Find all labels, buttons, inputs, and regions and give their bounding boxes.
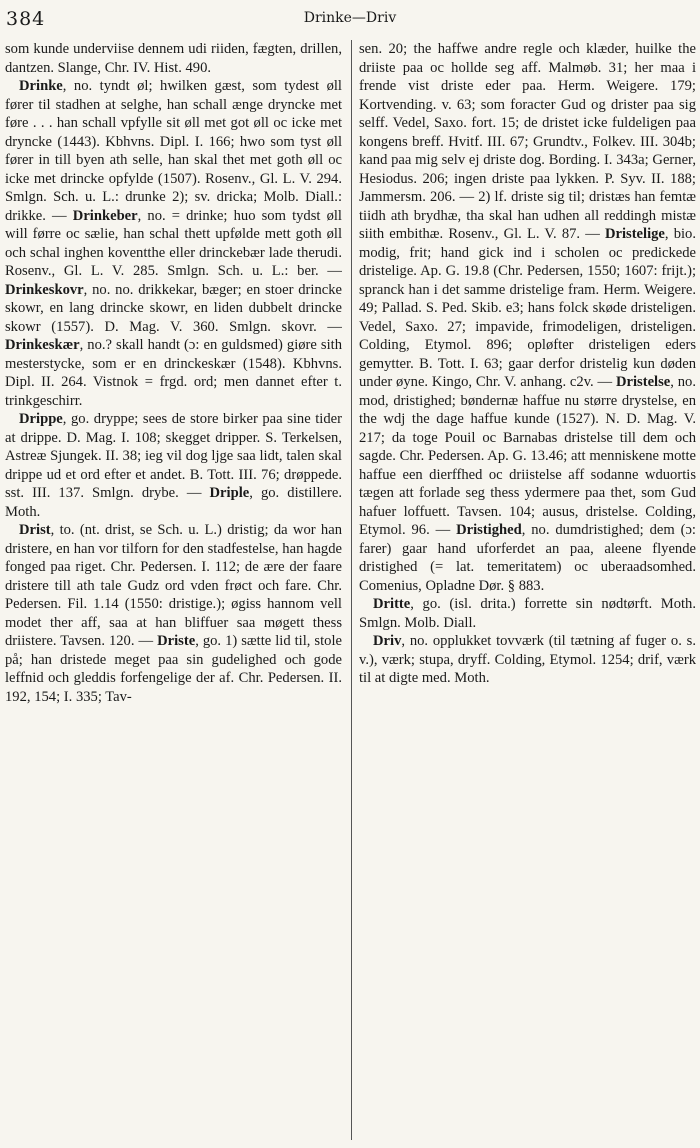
headword: Dristelige <box>604 226 665 242</box>
right-column <box>359 40 696 1140</box>
headword: Drippe <box>19 411 63 427</box>
entry-text: , go. dryppe; sees de store birker paa sine tider at drippe. D. Mag. I. 108; skegget dripper. S. Terkelsen, Astreæ Sjungek. II. 38; ieg vil dog ljge saa lidt, talen skal drippe ud et ord efter et andet. B. Tott. III. 76; drøppede. sst. III. 137. Smlgn. drybe. — <box>5 411 342 501</box>
entry-text: sen. 20; the haffwe andre regle och klæder, huilke the driiste paa oc hollde seg aff. Malmøb. 31; her maa i frende vist driste eder paa. Herm. Weigere. 179; Kortvending. v. 63; som foracter Gud og drister paa sig selff. Vedel, Saxo. fort. 15; de dristet icke fuldeligen paa kongens breff. Hvitf. III. 67; Grundtv., Folkev. III. 304b; kand paa mig selv ej driste dog. Bording. I. 343a; Gerner, Hesiodus. 206; ingen driste paa lykken. P. Syv. II. 188; Jammersm. 206. — 2) lf. driste sig til; dristæs han femtæ tiidh ath brydhæ, tha skal han udhen all reddingh mistæ siith embithæ. Rosenv., Gl. L. V. 87. — <box>359 41 696 242</box>
entry-drinke <box>5 77 342 410</box>
headword: Drinke <box>19 78 63 94</box>
entry-text: , go. 1) sætte lid til, stole på; han dristede meget paa sin gudelighed och gode leffnid och gleddis forfengelige der af. Chr. Pedersen. II. 192, 154; I. 335; Tav- <box>5 633 342 705</box>
entry-text: , no. no. drikkekar, bæger; en stoer drincke skowr, en lang drincke skowr, en liden dubbelt drincke skowr (1557). D. Mag. V. 360. Smlgn. skovr. — <box>5 281 342 335</box>
entry-text: , bio. modig, frit; hand gick ind i scholen oc predickede dristelige. Ap. G. 19.8 (Chr. Pedersen, 1550; 1607: frijt.); spranck han i det samme dristelige fram. Herm. Weigere. 49; Pallad. S. Ped. Skib. e3; hans folck skøde dristeligen. Vedel, Saxo. 27; impavide, frimodeligen, dristeligen. Colding, Etymol. 896; opløfter dristeligen eders gemytter. B. Tott. I. 63; gaar derfor dristelig kun døden under øyne. Kingo, Chr. V. anhang. c2v. — <box>359 226 696 390</box>
headword: Driste <box>157 633 196 649</box>
entry-text: , go. (isl. drita.) forrette sin nødtørft. Moth. Smlgn. Molb. Diall. <box>359 596 696 631</box>
entry-text: , no. dumdristighed; dem (ɔ: farer) gaar hand uforferdet an paa, aleene flyende dristighed (= lat. temeritatem) oc uberaadsomhed. Comenius, Opladne Dør. § 883. <box>359 522 696 594</box>
entry-drippe <box>5 410 342 521</box>
running-head: Drinke—Driv <box>303 10 397 26</box>
entry-text: , no. tyndt øl; hwilken gæst, som tydest øll fører til stadhen at selghe, han schall ænge dryncke met føre . . . han schall vpfylle sit øll met got øll oc icke met dryncke (1443). Kbhvns. Dipl. I. 166; hwo som tyst øll fører in till byen ath selle, han skal thet met goth øll oc icke met drincke opfylde (1507). Rosenv., Gl. L. V. 294. Smlgn. Sch. u. L.: drunke 2); sv. dricka; Molb. Diall.: drikke. — <box>5 78 342 224</box>
entry-text: , no. opplukket tovværk (til tætning af fuger o. s. v.), værk; stupa, dryff. Colding, Etymol. 1254; drif, værk til at digte med. Moth. <box>359 633 696 686</box>
entry-text: , no.? skall handt (ɔ: en guldsmed) giøre sith mesterstycke, som er en drinckeskær (1548). Kbhvns. Dipl. II. 264. Vistnok = frgd. ord; men dannet efter t. trinkgeschirr. <box>5 337 342 409</box>
entry-text: som kunde underviise dennem udi riiden, fægten, drillen, dantzen. Slange, Chr. IV. Hist. 490. <box>5 41 342 76</box>
left-column <box>5 40 342 1140</box>
column-divider <box>351 40 352 1140</box>
headword: Drinkeber <box>72 207 138 224</box>
headword: Dritte <box>373 596 411 612</box>
entry-text: , to. (nt. drist, se Sch. u. L.) dristig; da wor han dristere, en han vor tilforn for den stadfestelse, han hagde fonged paa riget. Chr. Pedersen. I. 112; de ære der faare dristere till ath tale Gudz ord vden frøct och fare. Chr. Pedersen. Fil. 1.14 (1550: dristige.); øgiss hannom vell modet ther aff, saa at han bliffuer saa møgett thess driistere. Tavsen. 120. — <box>5 522 342 649</box>
headword: Drist <box>19 522 51 538</box>
entry-continuation <box>5 40 342 77</box>
entry-driste-continued <box>359 40 696 595</box>
entry-text: , no. = drinke; huo som tydst øll will førre oc sælie, han schal thett upfølde mett goth øll och schal inghen koventthe eller drinckebær lade therudi. Rosenv., Gl. L. V. 285. Smlgn. Sch. u. L.: ber. — <box>5 207 342 279</box>
headword: Drinkeskær <box>5 337 80 353</box>
entry-driv <box>359 632 696 688</box>
entry-text: , no. mod, dristighed; bøndernæ haffue nu større drystelse, en the wdj the dage haffue kunde (1527). N. D. Mag. V. 217; da toge Pouil oc Barnabas dristelse till dem och sagde. Chr. Pedersen. Ap. G. 13.46; att menniskene motte haffue een dierffhed oc driistelse aff sodanne wduortis tægen att forlade seg thess ydermere paa thet, som Gud hafuer loffuett. Tavsen. 104; ausus, dristelse. Colding, Etymol. 96. — <box>359 374 696 538</box>
headword: Driv <box>373 633 402 649</box>
entry-text: , go. distillere. Moth. <box>5 485 342 520</box>
page-header <box>6 8 694 36</box>
headword: Driple <box>209 485 250 501</box>
headword: Drinkeskovr <box>5 281 84 298</box>
entry-drist <box>5 521 342 706</box>
page-number: 384 <box>6 8 46 30</box>
entry-dritte <box>359 595 696 632</box>
headword: Dristelse <box>615 374 671 390</box>
headword: Dristighed <box>456 522 522 538</box>
